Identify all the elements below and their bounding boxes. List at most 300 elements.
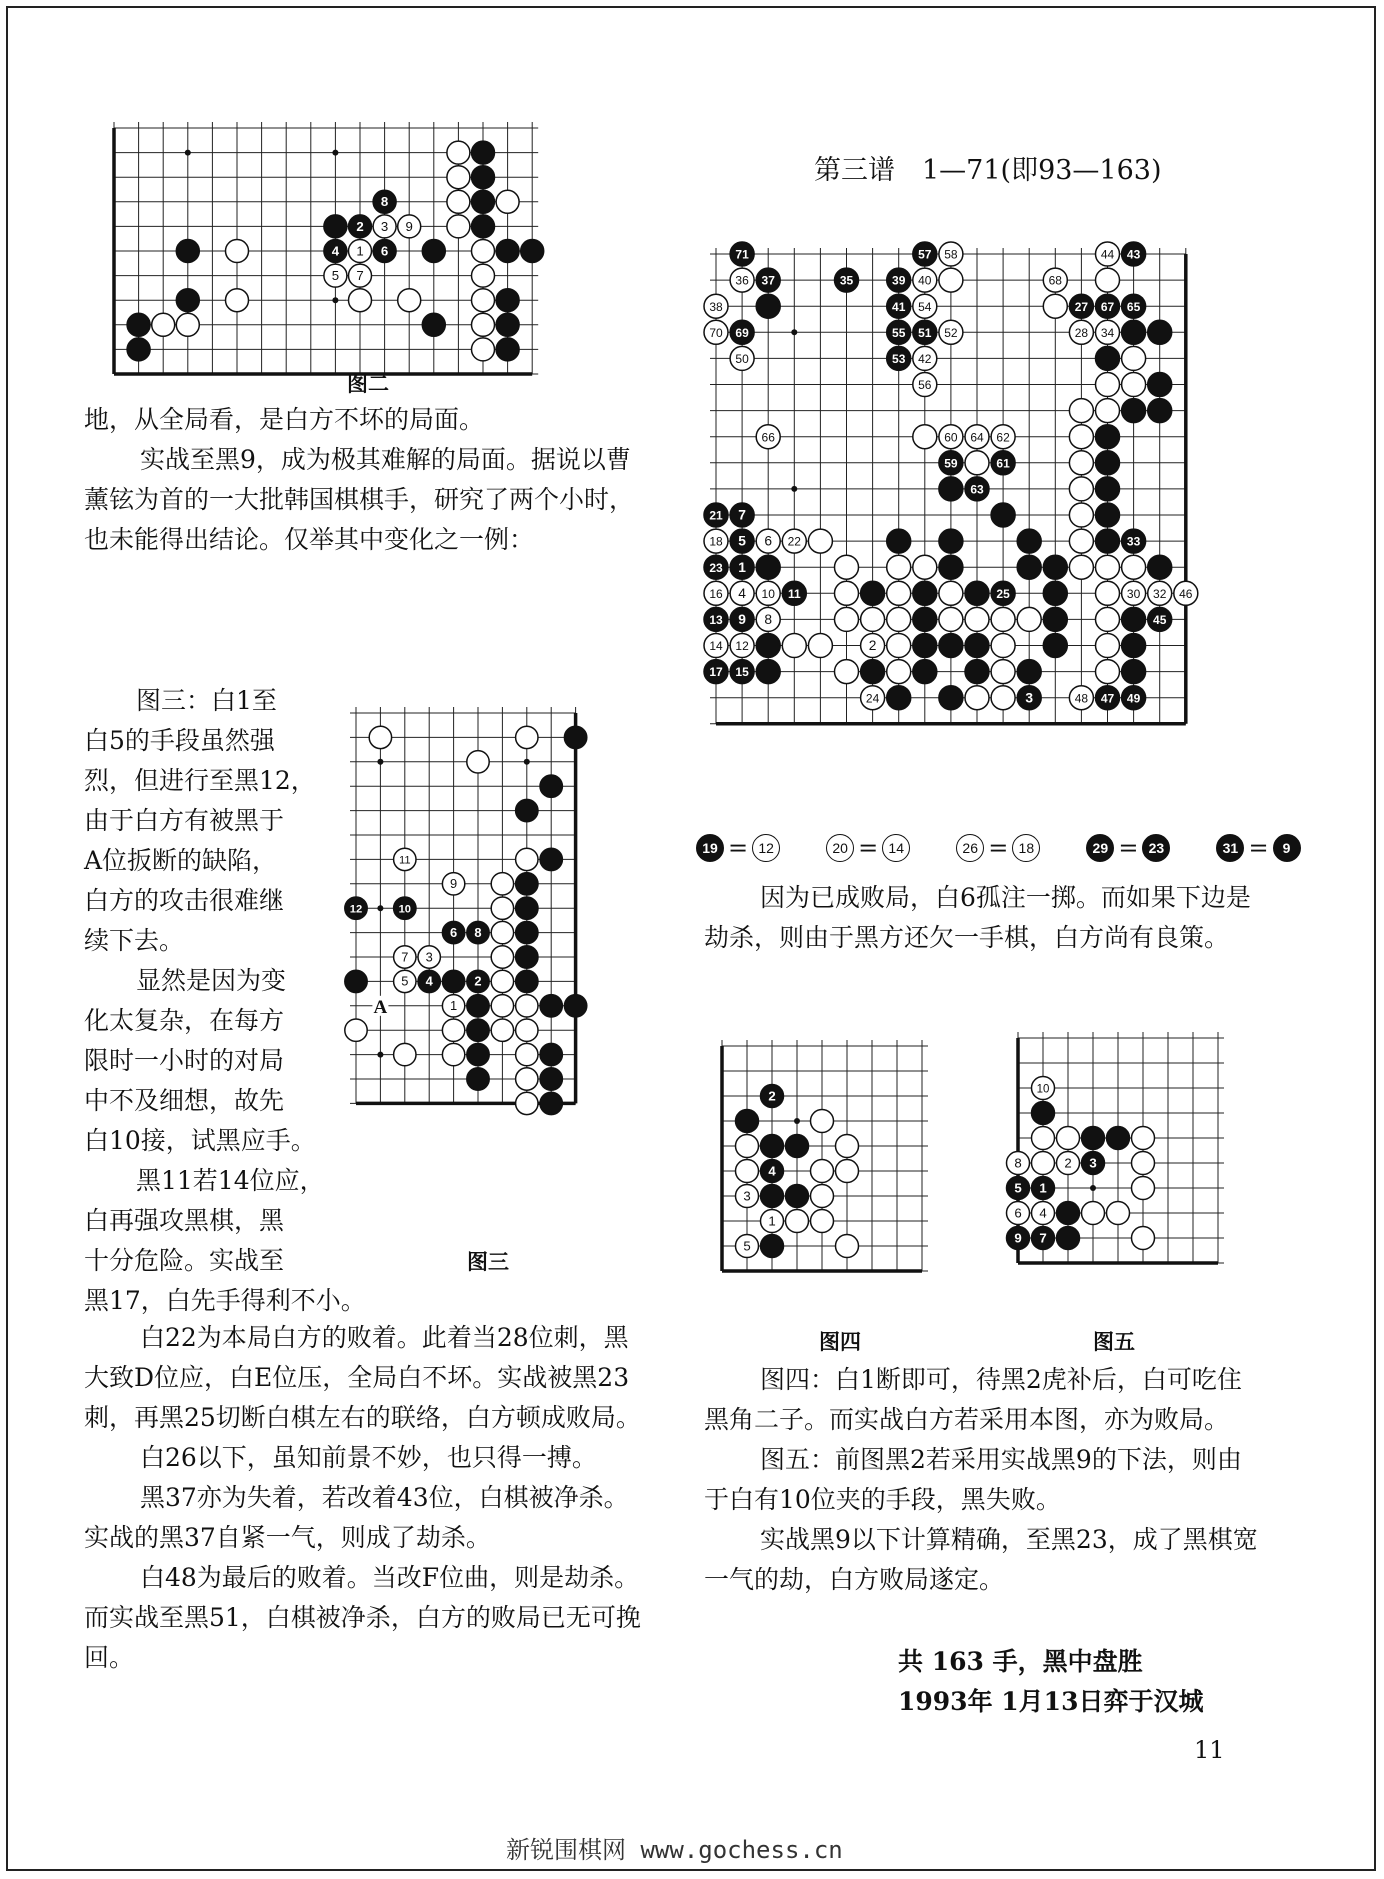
black-stone (761, 1185, 784, 1208)
board-svg (702, 1026, 942, 1291)
white-stone (472, 240, 495, 263)
paragraph: 因为已成败局，白6孤注一掷。而如果下边是劫杀，则由于黑方还欠一手棋，白方尚有良策。 (704, 883, 1251, 952)
move-number: 49 (1126, 691, 1141, 706)
text-line: 图三：白1至 (136, 686, 277, 715)
move-number: 42 (918, 351, 932, 366)
black-stone (861, 660, 885, 684)
white-stone (1132, 1127, 1155, 1150)
black-stone (939, 634, 963, 658)
move-number: 38 (709, 299, 723, 314)
paragraph: 实战至黑9，成为极其难解的局面。据说以曹薰铉为首的一大批韩国棋棋手，研究了两个小时，也未能得出结论。仅举其中变化之一例： (84, 445, 635, 554)
star-point (791, 329, 797, 335)
black-stone (516, 897, 538, 919)
paragraph: 地，从全局看，是白方不坏的局面。 (84, 405, 485, 434)
white-stone (913, 555, 937, 579)
black-stone (939, 686, 963, 710)
left-text-bottom (84, 1318, 650, 1678)
move-number: 51 (918, 325, 932, 340)
white-stone (1132, 1227, 1155, 1250)
star-point (185, 150, 191, 156)
black-stone (422, 313, 445, 336)
black-stone (564, 995, 586, 1017)
move-number: 1 (768, 1213, 776, 1229)
move-number: 53 (892, 351, 906, 366)
black-stone (965, 660, 989, 684)
white-stone (1069, 477, 1093, 501)
left-text-top (84, 400, 650, 560)
paragraph: 黑37亦为失着，若改着43位，白棋被净杀。实战的黑37自紧一气，则成了劫杀。 (84, 1483, 629, 1552)
go-board-main-record (696, 234, 1206, 744)
white-stone (991, 686, 1015, 710)
move-number: 3 (1025, 690, 1034, 706)
white-stone (1132, 1177, 1155, 1200)
white-stone (965, 451, 989, 475)
paragraph: 白26以下，虽知前景不妙，也只得一搏。 (140, 1443, 597, 1472)
white-stone (1057, 1127, 1080, 1150)
white-stone (1043, 294, 1067, 318)
move-number: 11 (398, 854, 411, 867)
white-stone (447, 166, 470, 189)
black-stone (913, 581, 937, 605)
star-point (332, 297, 338, 303)
black-stone (540, 1043, 562, 1065)
move-number: 55 (892, 325, 906, 340)
move-stone-label: 29 (1086, 834, 1114, 862)
black-stone (467, 1019, 489, 1041)
move-stone-label: 26 (956, 834, 984, 862)
black-stone (861, 581, 885, 605)
white-stone (447, 141, 470, 164)
move-number: 11 (787, 586, 801, 601)
black-stone (1107, 1127, 1130, 1150)
move-number: 5 (1014, 1180, 1022, 1196)
text-line: 续下去。 (84, 926, 185, 955)
black-stone (521, 240, 544, 263)
move-stone-label: 19 (696, 834, 724, 862)
star-point (524, 759, 530, 765)
black-stone (1122, 320, 1146, 344)
move-number: 4 (331, 243, 340, 259)
move-stone-label: 31 (1216, 834, 1244, 862)
black-stone (756, 294, 780, 318)
move-number: 71 (735, 247, 749, 262)
move-stone-label: 20 (826, 834, 854, 862)
black-stone (756, 634, 780, 658)
white-stone (491, 995, 513, 1017)
white-stone (1032, 1127, 1055, 1150)
move-number: 24 (865, 691, 880, 706)
game-result-block (898, 1642, 1203, 1722)
white-stone (1132, 1152, 1155, 1175)
move-number: 18 (709, 534, 723, 549)
right-text-bottom (704, 1360, 1260, 1600)
white-stone (1096, 660, 1120, 684)
move-number: 8 (764, 611, 773, 627)
go-board-fig4 (702, 1026, 942, 1291)
move-number: 46 (1179, 586, 1193, 601)
equals-sign: = (1118, 834, 1139, 862)
white-stone (467, 751, 489, 773)
black-stone (516, 799, 538, 821)
move-number: 9 (1014, 1230, 1022, 1246)
caption-fig4: 图四 (819, 1329, 861, 1354)
move-number: 22 (787, 534, 801, 549)
black-stone (324, 215, 347, 238)
black-stone (1096, 529, 1120, 553)
black-stone (761, 1135, 784, 1158)
game-result: 共 163 手，黑中盘胜 (898, 1647, 1143, 1676)
move-number: 6 (1014, 1205, 1022, 1221)
star-point (332, 150, 338, 156)
black-stone (472, 215, 495, 238)
fig3-side-text (84, 681, 366, 1321)
white-stone (1069, 399, 1093, 423)
move-number: 2 (356, 218, 364, 234)
black-stone (540, 775, 562, 797)
move-number: 7 (1039, 1230, 1047, 1246)
white-stone (1096, 581, 1120, 605)
move-number: 32 (1153, 586, 1167, 601)
move-number: 4 (1039, 1205, 1047, 1221)
go-board-fig2 (94, 108, 552, 394)
white-stone (808, 634, 832, 658)
move-number: 28 (1074, 325, 1089, 340)
black-stone (1096, 451, 1120, 475)
white-stone (1032, 1152, 1055, 1175)
white-stone (394, 1043, 416, 1065)
black-stone (516, 873, 538, 895)
white-stone (442, 1043, 464, 1065)
white-stone (442, 1019, 464, 1041)
white-stone (1122, 373, 1146, 397)
move-number: 7 (738, 507, 746, 523)
move-stone-label: 23 (1142, 834, 1170, 862)
move-number: 59 (944, 456, 958, 471)
white-stone (472, 313, 495, 336)
move-number: 45 (1153, 612, 1167, 627)
white-stone (808, 529, 832, 553)
black-stone (939, 477, 963, 501)
move-number: 17 (709, 665, 723, 680)
move-number: 70 (709, 325, 723, 340)
white-stone (496, 190, 519, 213)
black-stone (516, 921, 538, 943)
board-svg (696, 234, 1206, 744)
move-number: 6 (450, 924, 458, 940)
black-stone (1148, 555, 1172, 579)
white-stone (516, 1092, 538, 1114)
white-stone (1017, 607, 1041, 631)
text-line: 显然是因为变 (136, 966, 287, 995)
move-number: 5 (738, 533, 746, 549)
move-number: 8 (380, 194, 389, 210)
black-stone (1096, 503, 1120, 527)
white-stone (472, 289, 495, 312)
white-stone (398, 289, 421, 312)
move-number: 4 (425, 973, 433, 989)
move-number: 16 (709, 586, 723, 601)
page (6, 6, 1376, 1871)
move-stone-label: 9 (1273, 834, 1301, 862)
black-stone (965, 634, 989, 658)
white-stone (835, 581, 859, 605)
board-svg (998, 1018, 1238, 1283)
white-stone (516, 1043, 538, 1065)
white-stone (1069, 529, 1093, 553)
black-stone (1082, 1127, 1105, 1150)
black-stone (1043, 634, 1067, 658)
white-stone (1069, 503, 1093, 527)
move-number: 23 (709, 560, 723, 575)
board-point-label: A (373, 996, 388, 1018)
black-stone (1096, 346, 1120, 370)
move-number: 33 (1126, 534, 1141, 549)
black-stone (756, 555, 780, 579)
black-stone (756, 660, 780, 684)
white-stone (1122, 555, 1146, 579)
white-stone (811, 1185, 834, 1208)
white-stone (491, 921, 513, 943)
white-stone (887, 660, 911, 684)
move-number: 65 (1126, 299, 1141, 314)
black-stone (1122, 607, 1146, 631)
equivalence (1086, 834, 1170, 862)
move-number: 67 (1100, 299, 1115, 314)
white-stone (1069, 555, 1093, 579)
text-line: 烈，但进行至黑12， (84, 766, 316, 795)
black-stone (1096, 477, 1120, 501)
move-number: 30 (1126, 586, 1141, 601)
move-number: 9 (450, 876, 458, 892)
white-stone (887, 555, 911, 579)
black-stone (176, 240, 199, 263)
move-number: 1 (450, 998, 458, 1014)
move-number: 5 (743, 1238, 751, 1254)
black-stone (913, 634, 937, 658)
white-stone (736, 1135, 759, 1158)
move-number: 9 (738, 611, 746, 627)
move-number: 1 (356, 243, 364, 259)
white-stone (491, 1019, 513, 1041)
white-stone (349, 289, 372, 312)
move-number: 58 (944, 247, 958, 262)
text-line: 化太复杂，在每方 (84, 1006, 285, 1035)
white-stone (939, 268, 963, 292)
black-stone (127, 313, 150, 336)
black-stone (786, 1135, 809, 1158)
move-number: 12 (735, 639, 749, 654)
move-number: 40 (918, 273, 932, 288)
black-stone (467, 1068, 489, 1090)
black-stone (887, 686, 911, 710)
text-line: 黑11若14位应， (136, 1166, 325, 1195)
move-number: 7 (356, 267, 364, 283)
black-stone (540, 1068, 562, 1090)
white-stone (811, 1210, 834, 1233)
white-stone (786, 1210, 809, 1233)
black-stone (1032, 1102, 1055, 1125)
paragraph: 图五：前图黑2若采用实战黑9的下法，则由于白有10位夹的手段，黑失败。 (704, 1445, 1242, 1514)
star-point (1090, 1185, 1096, 1191)
white-stone (1096, 399, 1120, 423)
text-line: 中不及细想，故先 (84, 1086, 285, 1115)
black-stone (1122, 660, 1146, 684)
move-number: 56 (918, 378, 932, 393)
black-stone (761, 1235, 784, 1258)
move-number: 37 (761, 273, 775, 288)
white-stone (516, 848, 538, 870)
equivalence (826, 834, 910, 862)
black-stone (1017, 660, 1041, 684)
black-stone (127, 338, 150, 361)
move-number: 13 (709, 612, 723, 627)
move-number: 39 (892, 273, 906, 288)
move-stone-label: 12 (752, 834, 780, 862)
black-stone (564, 726, 586, 748)
black-stone (516, 946, 538, 968)
black-stone (540, 995, 562, 1017)
move-number: 2 (768, 1088, 776, 1104)
move-number: 27 (1074, 299, 1089, 314)
move-number: 2 (1064, 1155, 1072, 1171)
move-number: 8 (474, 924, 482, 940)
black-stone (939, 529, 963, 553)
move-number: 68 (1048, 273, 1062, 288)
black-stone (472, 190, 495, 213)
black-stone (472, 166, 495, 189)
move-number: 1 (738, 559, 746, 575)
white-stone (516, 995, 538, 1017)
white-stone (991, 607, 1015, 631)
move-number: 34 (1100, 325, 1115, 340)
star-point (791, 486, 797, 492)
paragraph: 实战黑9以下计算精确，至黑23，成了黑棋宽一气的劫，白方败局遂定。 (704, 1525, 1258, 1594)
white-stone (516, 1019, 538, 1041)
go-board-fig5 (998, 1018, 1238, 1283)
white-stone (811, 1160, 834, 1183)
board-svg (94, 108, 552, 394)
black-stone (939, 555, 963, 579)
white-stone (861, 607, 885, 631)
text-line: 十分危险。实战至 (84, 1246, 285, 1275)
white-stone (835, 607, 859, 631)
move-number: 44 (1100, 247, 1115, 262)
move-number: 62 (996, 430, 1010, 445)
move-number: 35 (839, 273, 854, 288)
equivalence (956, 834, 1040, 862)
move-number: 6 (380, 243, 389, 259)
white-stone (991, 634, 1015, 658)
white-stone (369, 726, 391, 748)
white-stone (491, 897, 513, 919)
paragraph: 图四：白1断即可，待黑2虎补后，白可吃住黑角二子。而实战白方若采用本图，亦为败局。 (704, 1365, 1242, 1434)
white-stone (1069, 451, 1093, 475)
black-stone (887, 529, 911, 553)
move-number: 14 (709, 639, 723, 654)
move-number: 9 (405, 218, 413, 234)
black-stone (1017, 529, 1041, 553)
white-stone (1096, 373, 1120, 397)
move-number: 50 (735, 351, 749, 366)
black-stone (1057, 1202, 1080, 1225)
go-board-fig3 (336, 693, 596, 1123)
text-line: 白再强攻黑棋，黑 (84, 1206, 285, 1235)
black-stone (1017, 555, 1041, 579)
paragraph: 白22为本局白方的败着。此着当28位刺，黑大致D位应，白E位压，全局白不坏。实战被黑23刺，再黑25切断白棋左右的联络，白方顿成败局。 (84, 1323, 641, 1432)
move-equivalences (696, 834, 1301, 862)
black-stone (516, 970, 538, 992)
move-number: 3 (380, 218, 389, 234)
move-number: 10 (398, 903, 412, 916)
black-stone (786, 1185, 809, 1208)
move-number: 1 (1039, 1180, 1047, 1196)
move-number: 2 (868, 638, 877, 654)
move-number: 66 (761, 430, 775, 445)
equals-sign: = (858, 834, 879, 862)
move-number: 10 (761, 586, 775, 601)
black-stone (496, 240, 519, 263)
white-stone (491, 946, 513, 968)
white-stone (811, 1110, 834, 1133)
text-line: 白方的攻击很难继 (84, 886, 285, 915)
white-stone (965, 607, 989, 631)
text-line: 白5的手段虽然强 (84, 726, 275, 755)
site-footer: 新锐围棋网 www.gochess.cn (506, 1836, 843, 1864)
white-stone (836, 1135, 859, 1158)
black-stone (1043, 581, 1067, 605)
text-line: A位扳断的缺陷， (84, 846, 278, 875)
star-point (377, 759, 383, 765)
white-stone (226, 240, 249, 263)
move-number: 60 (944, 430, 958, 445)
text-line: 白10接，试黑应手。 (84, 1126, 316, 1155)
move-number: 2 (474, 973, 482, 989)
move-number: 6 (764, 533, 773, 549)
text-line: 限时一小时的对局 (84, 1046, 285, 1075)
white-stone (836, 1235, 859, 1258)
move-number: 3 (743, 1188, 751, 1204)
black-stone (913, 607, 937, 631)
white-stone (1069, 425, 1093, 449)
white-stone (965, 686, 989, 710)
white-stone (835, 660, 859, 684)
black-stone (467, 1043, 489, 1065)
black-stone (1043, 607, 1067, 631)
black-stone (345, 970, 367, 992)
white-stone (1082, 1202, 1105, 1225)
move-number: 61 (996, 456, 1010, 471)
move-number: 69 (735, 325, 749, 340)
black-stone (1148, 320, 1172, 344)
black-stone (496, 313, 519, 336)
move-number: 7 (401, 949, 409, 965)
black-stone (1148, 399, 1172, 423)
move-number: 12 (349, 903, 363, 916)
white-stone (491, 873, 513, 895)
white-stone (1096, 634, 1120, 658)
black-stone (1096, 425, 1120, 449)
move-stone-label: 14 (882, 834, 910, 862)
white-stone (176, 313, 199, 336)
board-svg (336, 693, 596, 1123)
move-number: 36 (735, 273, 749, 288)
white-stone (516, 1068, 538, 1090)
caption-fig2: 图二 (347, 371, 389, 396)
star-point (794, 1118, 800, 1124)
right-text-top (704, 878, 1260, 958)
black-stone (736, 1110, 759, 1133)
white-stone (472, 264, 495, 287)
